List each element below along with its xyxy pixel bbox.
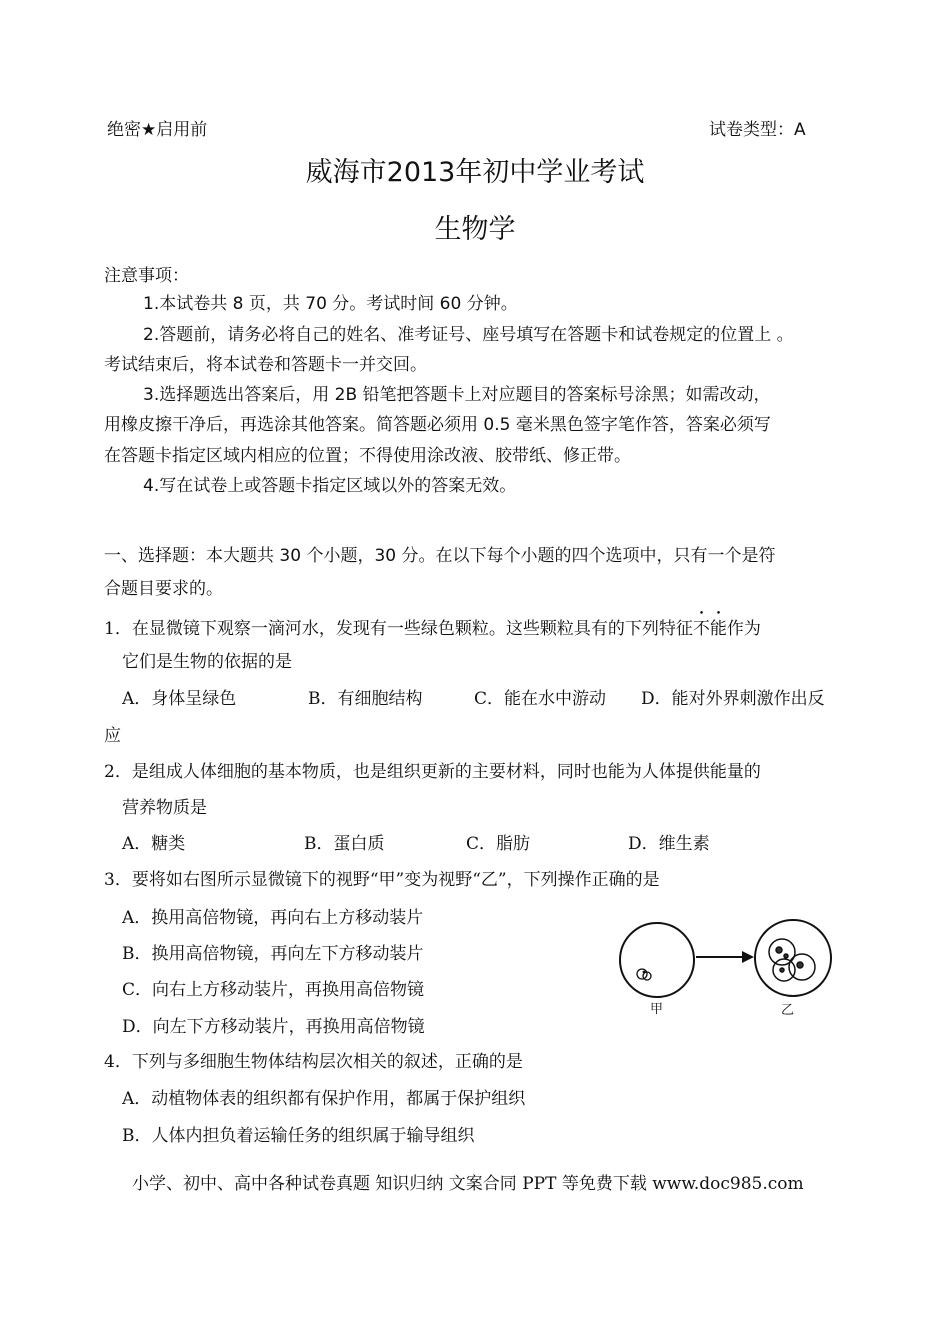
note-2-line1: 2.答题前，请务必将自己的姓名、准考证号、座号填写在答题卡和试卷规定的位置上 。 [143,325,794,345]
confidential-label: 绝密★启用前 [107,120,208,140]
q3-option-d: D．向左下方移动装片，再换用高倍物镜 [122,1017,425,1037]
q1-stem-line1 [104,609,761,639]
q1-stem-text: 1．在显微镜下观察一滴河水，发现有一些绿色颗粒。这些颗粒具有的下列特征 [104,619,693,639]
field-yi-label: 乙 [781,1003,795,1018]
section1-heading-line2: 合题目要求的。 [104,579,223,599]
q1-option-d: D．能对外界刺激作出反 [641,689,825,709]
note-2-line2: 考试结束后，将本试卷和答题卡一并交回。 [104,355,427,375]
q2-option-b: B．蛋白质 [304,834,385,854]
paper-type-label: 试卷类型：A [709,120,806,140]
q2-option-d: D．维生素 [628,834,710,854]
field-jia-label: 甲 [650,1002,664,1017]
note-3-line1: 3.选择题选出答案后，用 2B 铅笔把答题卡上对应题目的答案标号涂黑；如需改动， [143,385,771,405]
q3-option-b: B．换用高倍物镜，再向左下方移动装片 [122,944,424,964]
field-yi-cells [769,939,815,981]
q4-option-b: B．人体内担负着运输任务的组织属于输导组织 [122,1126,475,1146]
microscope-field-figure [612,910,842,1020]
q1-emphasis-text: 不能 [692,619,727,639]
q1-option-b: B．有细胞结构 [308,689,423,709]
notes-heading: 注意事项： [104,266,189,286]
q2-option-a: A．糖类 [122,834,186,854]
q2-option-c: C．脂肪 [466,834,531,854]
q3-option-a: A．换用高倍物镜，再向右上方移动装片 [122,908,424,928]
field-jia-circle [620,923,694,997]
q1-option-a: A．身体呈绿色 [122,689,237,709]
q1-stem-tail: 作为 [726,619,761,639]
note-3-line2: 用橡皮擦干净后，再选涂其他答案。简答题必须用 0.5 毫米黑色签字笔作答，答案必须写 [104,415,771,435]
microscope-field-diagram [612,910,842,1020]
q2-stem-line1: 2．是组成人体细胞的基本物质，也是组织更新的主要材料，同时也能为人体提供能量的 [104,762,761,782]
q4-stem: 4．下列与多细胞生物体结构层次相关的叙述，正确的是 [104,1052,523,1072]
q1-option-d-wrap: 应 [104,726,121,746]
transition-arrow-head [742,951,754,963]
q1-stem-line2: 它们是生物的依据的是 [122,652,292,672]
footer-text: 小学、初中、高中各种试卷真题 知识归纳 文案合同 PPT 等免费下载 www.doc985.com [132,1174,804,1194]
field-jia-cells [637,969,651,980]
section1-heading-line1: 一、选择题：本大题共 30 个小题，30 分。在以下每个小题的四个选项中，只有一个是符 [104,546,776,566]
q3-option-c: C．向右上方移动装片，再换用高倍物镜 [122,980,425,1000]
q1-option-c: C．能在水中游动 [474,689,607,709]
exam-title: 威海市2013年初中学业考试 [305,157,645,188]
subject-title: 生物学 [434,214,516,245]
note-3-line3: 在答题卡指定区域内相应的位置；不得使用涂改液、胶带纸、修正带。 [104,446,631,466]
q3-stem: 3．要将如右图所示显微镜下的视野“甲”变为视野“乙”，下列操作正确的是 [104,870,660,890]
note-1: 1.本试卷共 8 页，共 70 分。考试时间 60 分钟。 [143,294,518,314]
q4-option-a: A．动植物体表的组织都有保护作用，都属于保护组织 [122,1089,526,1109]
q2-stem-line2: 营养物质是 [122,798,207,818]
note-4: 4.写在试卷上或答题卡指定区域以外的答案无效。 [143,476,517,496]
